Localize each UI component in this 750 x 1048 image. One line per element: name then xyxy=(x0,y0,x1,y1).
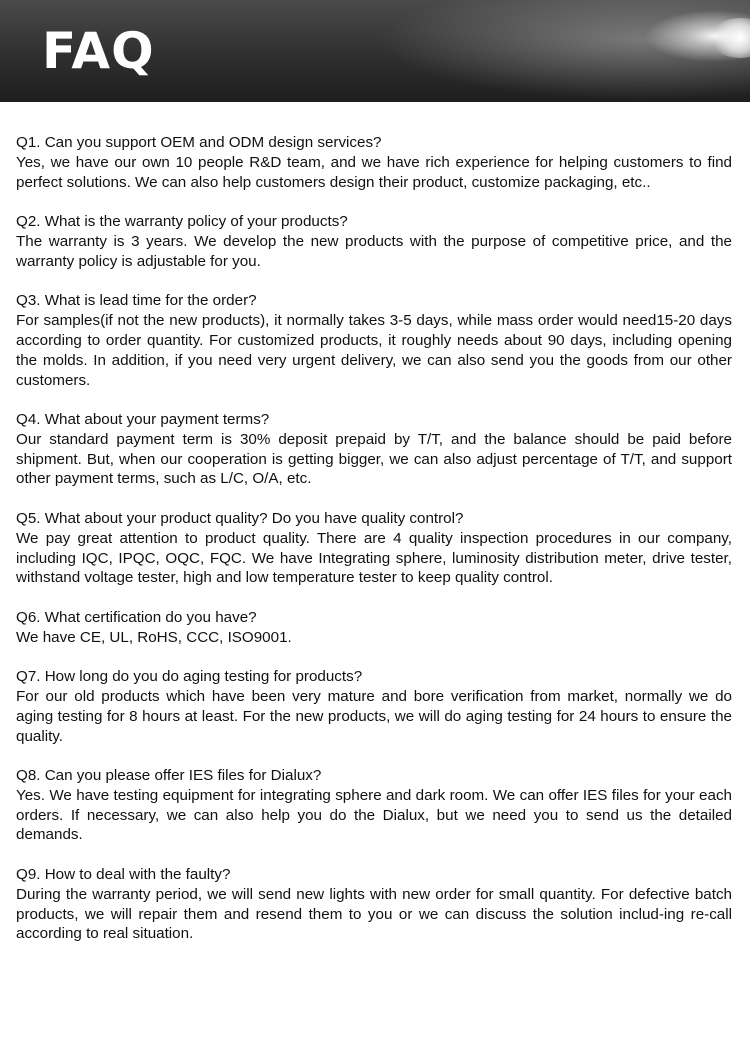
faq-item-3 xyxy=(16,291,732,390)
faq-question: Q2. What is the warranty policy of your products? xyxy=(16,213,348,231)
faq-answer: During the warranty period, we will send new lights with new order for small quantity. For defective batch products, we will repair them and resend them to you or we can discuss the solution includ-ing re-call according to real situation. xyxy=(16,885,732,943)
faq-item-2 xyxy=(16,212,732,272)
faq-item-6 xyxy=(16,608,732,648)
faq-answer: Our standard payment term is 30% deposit prepaid by T/T, and the balance should be paid before shipment. But, when our cooperation is getting bigger, we can also adjust percentage of T/T, and support other payment terms, such as L/C, O/A, etc. xyxy=(16,430,732,488)
faq-question: Q4. What about your payment terms? xyxy=(16,410,270,428)
faq-answer: We have CE, UL, RoHS, CCC, ISO9001. xyxy=(16,628,292,646)
faq-question: Q8. Can you please offer IES files for Dialux? xyxy=(16,766,322,784)
faq-banner xyxy=(0,0,750,102)
spotlight-glow xyxy=(710,18,750,58)
faq-list xyxy=(16,133,732,964)
faq-question: Q7. How long do you do aging testing for products? xyxy=(16,667,363,685)
faq-answer: Yes, we have our own 10 people R&D team, and we have rich experience for helping customers to find perfect solutions. We can also help customers design their product, customize packaging, etc.. xyxy=(16,154,732,191)
faq-answer: For our old products which have been very mature and bore verification from market, normally we do aging testing for 8 hours at least. For the new products, we will do aging testing for 24 hours to ensure the quality. xyxy=(16,687,732,745)
faq-question: Q5. What about your product quality? Do you have quality control? xyxy=(16,509,464,527)
faq-question: Q9. How to deal with the faulty? xyxy=(16,865,231,883)
faq-answer: Yes. We have testing equipment for integrating sphere and dark room. We can offer IES files for your each orders. If necessary, we can also help you do the Dialux, but we need you to send us the detailed demands. xyxy=(16,786,732,844)
faq-item-8 xyxy=(16,766,732,845)
faq-item-4 xyxy=(16,410,732,489)
faq-answer: For samples(if not the new products), it normally takes 3-5 days, while mass order would need15-20 days according to order quantity. For customized products, it roughly needs about 90 days, including opening the molds. In addition, if you need very urgent delivery, we can also send you the goods from our other customers. xyxy=(16,312,732,389)
faq-item-5 xyxy=(16,509,732,588)
faq-question: Q1. Can you support OEM and ODM design services? xyxy=(16,134,382,151)
faq-item-9 xyxy=(16,865,732,944)
faq-question: Q3. What is lead time for the order? xyxy=(16,292,257,310)
faq-question: Q6. What certification do you have? xyxy=(16,608,257,626)
faq-answer: The warranty is 3 years. We develop the new products with the purpose of competitive price, and the warranty policy is adjustable for you. xyxy=(16,233,732,270)
faq-answer: We pay great attention to product quality. There are 4 quality inspection procedures in our company, including IQC, IPQC, OQC, FQC. We have Integrating sphere, luminosity distribution meter, drive tester, withstand voltage tester, high and low temperature tester to keep quality control. xyxy=(16,529,732,587)
page-title: FAQ xyxy=(42,22,155,80)
faq-item-1 xyxy=(16,133,732,193)
faq-item-7 xyxy=(16,667,732,746)
